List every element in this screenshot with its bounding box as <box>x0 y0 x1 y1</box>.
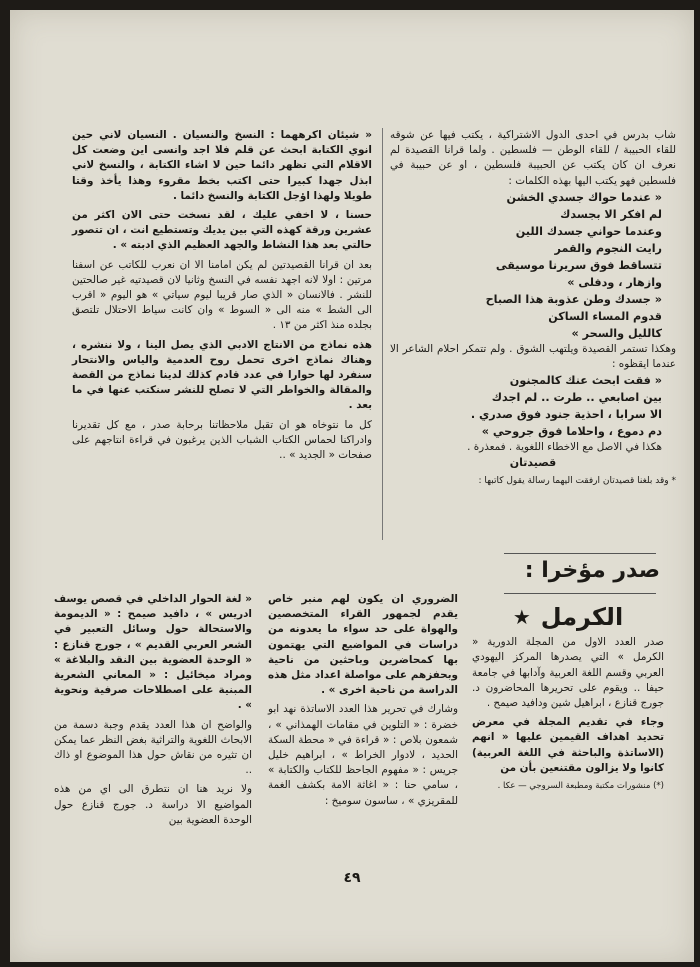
verse-line: « جسدك وطن عذوبة هذا الصباح <box>485 292 662 306</box>
footnote: * وقد بلغنا قصيدتان ارفقت اليهما رسالة يقول كاتبها : <box>478 475 676 486</box>
body-paragraph-1: بعد ان قرانا القصيدتين لم يكن امامنا الا ان نعرب للكاتب عن اسفنا مرتين : اولا لانه اجهد نفسه في النسخ وثانيا لان قصيدتيه غير صالحتين للنشر . فالانسان « الذي صار قريبا ليوم سياتي » هو اليوم « اقرب الى الشط » منه الى « السوط » وان كانت سياط الاحتلال تلتصق بجلده منذ اكثر من ١٣ . <box>72 258 372 332</box>
karmel-title-row <box>472 603 664 631</box>
page-number: ٤٩ <box>343 870 361 886</box>
verse-line: بين اصابعي .. طرت .. لم اجدك <box>491 391 662 405</box>
star-icon: ★ <box>512 605 531 629</box>
karmel-title: الكرمل <box>540 603 624 631</box>
karmel-column <box>472 602 664 793</box>
quote-paragraph-2: حسنا ، لا اخفي عليك ، لقد نسخت حتى الان اكثر من عشرين ورقة كهذه التي بين يديك وتستطيع انت ، ان تتصور حالتي بعد هذا النشاط والجهد العظيم الذي ادبته » . <box>72 209 372 252</box>
verse-line: قدوم المساء الساكن <box>548 309 662 323</box>
section-rule-bottom <box>504 593 656 594</box>
verse-line: « فقت ابحث عنك كالمجنون <box>509 374 662 388</box>
intro-paragraph: شاب بدرس في احدى الدول الاشتراكية ، يكتب فيها عن شوقه للقاء الحبيبة / للقاء الوطن — فلسطين . ولما قرانا القصيدة لم نعرف ان كان يكتب عن الحبيبة فلسطين ، او عن حبيبة في فلسطين فهو يكتب اليها بهذه الكلمات : <box>390 129 676 187</box>
magazine-page <box>10 10 694 962</box>
top-right-column <box>390 128 676 488</box>
karmel-footnote: (*) منشورات مكتبة ومطبعة السروجي — عكا . <box>497 781 664 792</box>
left-paragraph-3: ولا نريد هنا ان نتطرق الى اي من هذه المواضيع الا دراسة د. جورج قنازع حول الوحدة العضوية بين <box>54 783 252 826</box>
poem-excerpt-2 <box>390 372 676 440</box>
verse-line: وازهار ، ودفلى » <box>567 275 662 289</box>
verse-line: تتساقط فوق سريرنا موسيقى <box>495 258 662 272</box>
verse-line: الا سرابا ، احذية جنود فوق صدري . <box>470 408 662 422</box>
errors-note: هكذا في الاصل مع الاخطاء اللغوية . فمعذرة . <box>467 441 662 454</box>
verse-line: دم دموع ، واحلاما فوق جروحي » <box>481 425 662 439</box>
section-rule <box>504 553 656 554</box>
left-paragraph-1: « لغة الحوار الداخلي في قصص يوسف ادريس » ، دافيد صيمح : « الديمومة والاستحالة حول وسائل التعبير في الشعر العربي القديم » ، جورج قنازع : « الوحدة العضوية بين النقد والبلاغة » ومراد ميخائيل : « المعاني الشعرية المبنية على اصطلاحات صرفية ونحوية » . <box>54 593 252 712</box>
left-paragraph-2: والواضح ان هذا العدد يقدم وجبة دسمة من الابحاث اللغوية والتراثية بغض النظر عما يمكن ان تثيره من نقاش حول هذا الموضوع او ذاك .. <box>54 718 252 777</box>
body-paragraph-2: هذه نماذج من الانتاج الادبي الذي يصل الينا ، ولا ننشره ، وهناك نماذج اخرى تحمل روح العدمية والياس والانتحار سنفرد لها حوارا في عدد قادم كذلك لدينا نماذج من القصة والمقالة والخواطر التي لا تصلح للنشر سنكتب عنها في ما بعد . <box>72 338 372 412</box>
left-column <box>54 592 252 828</box>
verse-line: وعندما حواني جسدك اللين <box>515 224 662 238</box>
middle-paragraph-1: الضروري ان يكون لهم منبر خاص يقدم لجمهور القراء المتخصصين والهواة على حد سواء ما يعدونه من دراسات في المواضيع التي يهتمون بها كمحاضرين وباحثين من ناحية وبحفزهم على مواصلة اعداد مثل هذه الدراسة من ناحية اخرى » . <box>268 593 458 697</box>
verse-line: لم افكر الا بجسدك <box>560 207 662 221</box>
karmel-paragraph-2: وجاء في تقديم المجلة في معرض تحديد اهداف القيمين عليها « انهم (الاساتذة والباحثة في اللغة العربية) كانوا ولا يزالون مقتنعين بأن من <box>472 716 664 774</box>
middle-paragraph-2: وشارك في تحرير هذا العدد الاساتذة نهد ابو خضرة : « التلوين في مقامات الهمذاني » ، شمعون بلاص : « قراءة في « محطة السكة الحديد ، لادوار الخراط » ، ابراهيم خليل جريس : « مفهوم الجاحظ للكتاب والكتابة » ، سامي حنا : « اغاثة الامة بكشف الغمة للمقريزي » ، ساسون سوميخ : <box>268 703 458 807</box>
middle-paragraph: وهكذا تستمر القصيدة ويلتهب الشوق . ولم تتمكر احلام الشاعر الا عندما ايقظوه : <box>390 342 676 371</box>
middle-column <box>268 592 458 809</box>
verse-line: كالليل والسحر » <box>571 326 662 340</box>
signature: قصيدتان <box>509 456 557 470</box>
column-divider <box>382 128 383 540</box>
poem-excerpt-1 <box>390 189 676 342</box>
body-paragraph-3: كل ما نتوخاه هو ان تقبل ملاحظاتنا برحابة صدر ، مع كل تقديرنا وادراكنا لحماس الكتاب الشباب الذين يرغبون في قراءة انتاجهم على صفحات « الجديد » .. <box>72 418 372 462</box>
quote-paragraph-1: « شيئان اكرههما : النسخ والنسيان . النسيان لاني حين انوي الكتابة ابحث عن قلم فلا اجد وانسى اين وضعت كل الاقلام التي تظهر دائما حين لا اشاء الكتابة ، والنسخ لاني ابذل جهدا كبيرا حتى اكتب بخط مقروء وهذا يأخذ وقتا طويلا ولهذا اؤجل الكتابة والنسخ دائما . <box>72 129 372 202</box>
verse-line: « عندما حواك جسدي الخشن <box>506 190 662 204</box>
top-left-column <box>72 128 372 463</box>
karmel-paragraph-1: صدر العدد الاول من المجلة الدورية « الكرمل » التي يصدرها المركز اليهودي العربي وقسم اللغة العربية وآدابها في جامعة حيفا .. ويقوم على تحريرها المحاضرون د. جورج قنازع ، ابراهيل شين ودافيد صيمح . <box>472 636 664 710</box>
section-heading: صدر مؤخرا : <box>524 558 660 583</box>
verse-line: رايت النجوم والقمر <box>554 241 662 255</box>
